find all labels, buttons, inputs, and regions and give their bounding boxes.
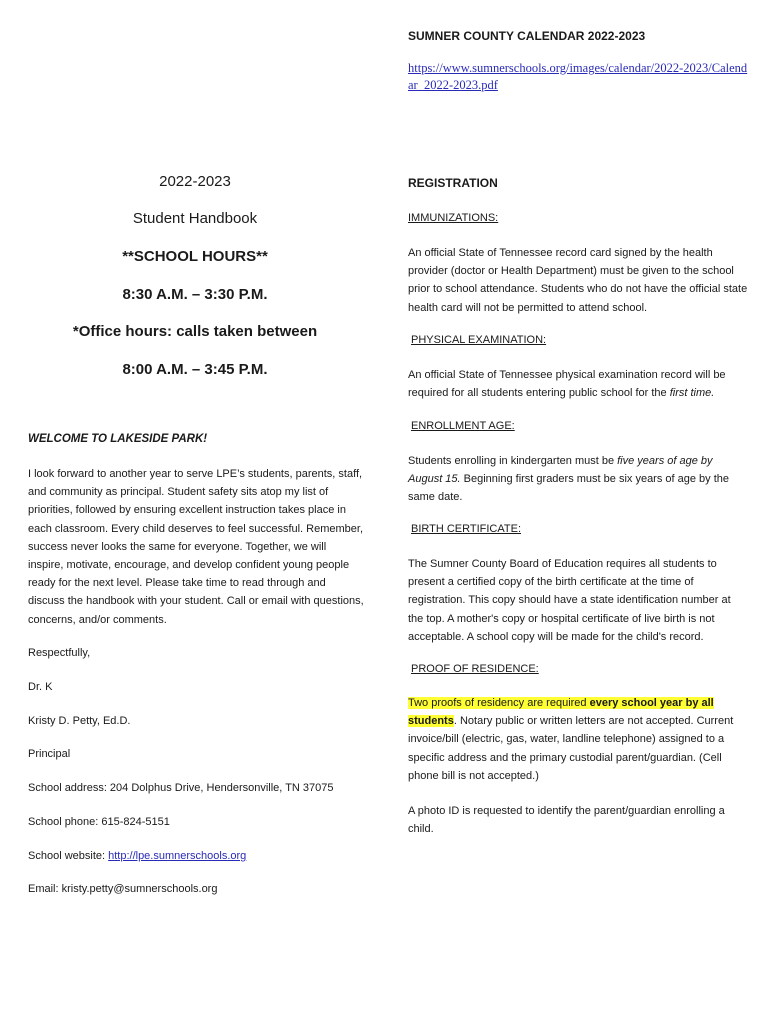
school-hours: 8:30 A.M. – 3:30 P.M.: [122, 286, 268, 303]
physical-heading: PHYSICAL EXAMINATION:: [411, 334, 547, 346]
handbook-year: 2022-2023: [159, 173, 231, 190]
residence-heading: PROOF OF RESIDENCE:: [411, 663, 539, 675]
calendar-link[interactable]: https://www.sumnerschools.org/images/calendar/2022-2023/Calendar_2022-2023.pdf: [408, 61, 748, 92]
residence-text: . Notary public or written letters are not accepted. Current invoice/bill (electric, gas, water, landline telephone) assigned to a specific address and the primary custodial parent/guardian. (Cell phone bill is not accepted.): [408, 715, 734, 782]
welcome-body: I look forward to another year to serve LPE’s students, parents, staff, and community as principal. Student safety sits atop my list of priorities, followed by ensuring excellent instruction takes place in each classroom. Every child deserves to feel successful. Remember, success never looks the same for everyone. Together, we will inspire, motivate, encourage, and develop confident young people ready for the next level. Please take time to read through and discuss the handbook with your student. Call or email with questions, concerns, and/or comments.: [28, 468, 364, 626]
photo-id-note: A photo ID is requested to identify the parent/guardian enrolling a child.: [408, 805, 725, 836]
office-hours-label: *Office hours: calls taken between: [72, 323, 318, 340]
enrollment-italic: five years of age by August 15.: [408, 455, 713, 486]
immunizations-heading: IMMUNIZATIONS:: [408, 212, 499, 224]
school-website: [28, 850, 246, 862]
school-email: Email: kristy.petty@sumnerschools.org: [28, 883, 218, 895]
physical-body: [408, 366, 748, 402]
immunizations-body: An official State of Tennessee record card signed by the health provider (doctor or Health Department) must be given to the school prior to school attendance. Students who do not have the official state health card will not be permitted to attend school.: [408, 247, 748, 314]
school-phone: School phone: 615-824-5151: [28, 816, 170, 828]
physical-text: An official State of Tennessee physical examination record will be required for all students entering public school for the: [408, 369, 726, 400]
residence-highlight: Two proofs of residency are required: [408, 697, 590, 709]
physical-italic: first time.: [669, 387, 715, 400]
principal-role: Principal: [28, 748, 71, 760]
signature: Dr. K: [28, 681, 53, 693]
enrollment-body: [408, 452, 748, 507]
residence-body: [408, 694, 748, 785]
principal-name: Kristy D. Petty, Ed.D.: [28, 715, 131, 727]
calendar-title: SUMNER COUNTY CALENDAR 2022-2023: [408, 29, 646, 43]
website-link[interactable]: http://lpe.sumnerschools.org: [108, 850, 247, 862]
residence-highlight-bold: every school year by all students: [408, 697, 714, 728]
handbook-title: Student Handbook: [132, 210, 258, 227]
welcome-heading: WELCOME TO LAKESIDE PARK!: [28, 433, 208, 445]
birth-body: The Sumner County Board of Education requires all students to present a certified copy of the birth certificate at the time of registration. This copy should have a state identification number at the top. A mother's copy or hospital certificate of live birth is not acceptable. A school copy will be made for the child's record.: [408, 558, 731, 643]
website-label: School website:: [28, 850, 109, 862]
enrollment-post: Beginning first graders must be six years of age by the same date.: [408, 473, 730, 504]
closing: Respectfully,: [28, 647, 91, 659]
registration-title: REGISTRATION: [408, 176, 498, 190]
enrollment-pre: Students enrolling in kindergarten must be: [408, 455, 618, 467]
birth-heading: BIRTH CERTIFICATE:: [411, 523, 522, 535]
school-address: School address: 204 Dolphus Drive, Hendersonville, TN 37075: [28, 782, 334, 794]
office-hours: 8:00 A.M. – 3:45 P.M.: [122, 361, 268, 378]
school-hours-label: **SCHOOL HOURS**: [122, 248, 268, 265]
enrollment-heading: ENROLLMENT AGE:: [411, 420, 515, 432]
